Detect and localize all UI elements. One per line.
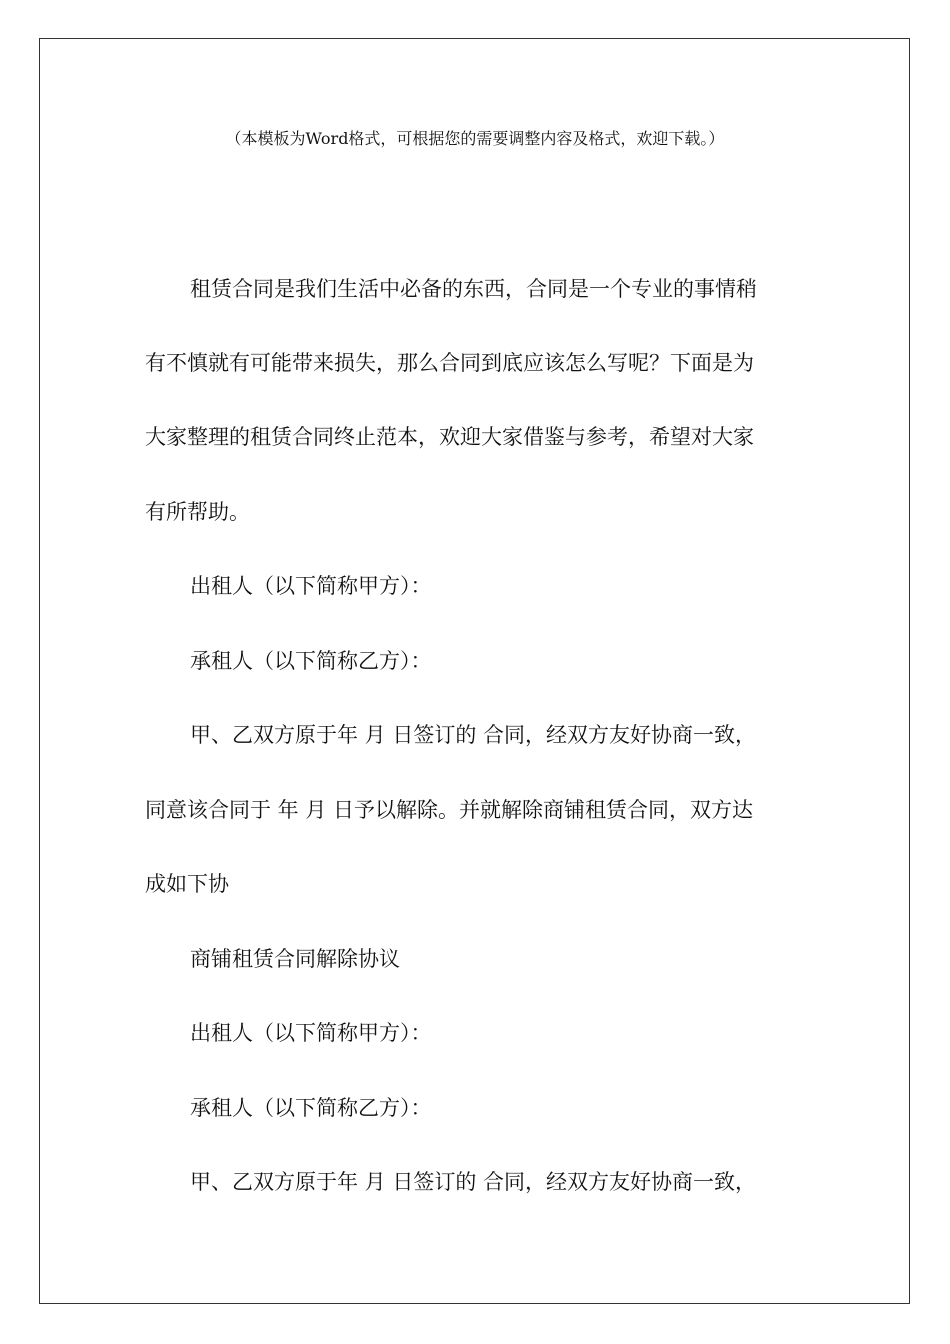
page-border bbox=[39, 38, 910, 1304]
template-note: （本模板为Word格式，可根据您的需要调整内容及格式，欢迎下载。） bbox=[225, 129, 725, 148]
agreement-1-line-1: 甲、乙双方原于年 月 日签订的 合同，经双方友好协商一致， bbox=[190, 723, 757, 747]
agreement-1-line-3: 成如下协 bbox=[145, 872, 229, 896]
agreement-title: 商铺租赁合同解除协议 bbox=[190, 947, 400, 971]
agreement-2-line-1: 甲、乙双方原于年 月 日签订的 合同，经双方友好协商一致， bbox=[190, 1170, 757, 1194]
intro-line-4: 有所帮助。 bbox=[145, 500, 250, 524]
lessee-line-1: 承租人（以下简称乙方）： bbox=[190, 649, 432, 673]
intro-line-2: 有不慎就有可能带来损失，那么合同到底应该怎么写呢？下面是为 bbox=[145, 351, 754, 375]
intro-line-3: 大家整理的租赁合同终止范本，欢迎大家借鉴与参考，希望对大家 bbox=[145, 425, 754, 449]
lessor-line-2: 出租人（以下简称甲方）： bbox=[190, 1021, 432, 1045]
agreement-1-line-2: 同意该合同于 年 月 日予以解除。并就解除商铺租赁合同，双方达 bbox=[145, 798, 754, 822]
lessor-line-1: 出租人（以下简称甲方）： bbox=[190, 574, 432, 598]
lessee-line-2: 承租人（以下简称乙方）： bbox=[190, 1096, 432, 1120]
intro-line-1: 租赁合同是我们生活中必备的东西，合同是一个专业的事情稍 bbox=[190, 277, 757, 301]
